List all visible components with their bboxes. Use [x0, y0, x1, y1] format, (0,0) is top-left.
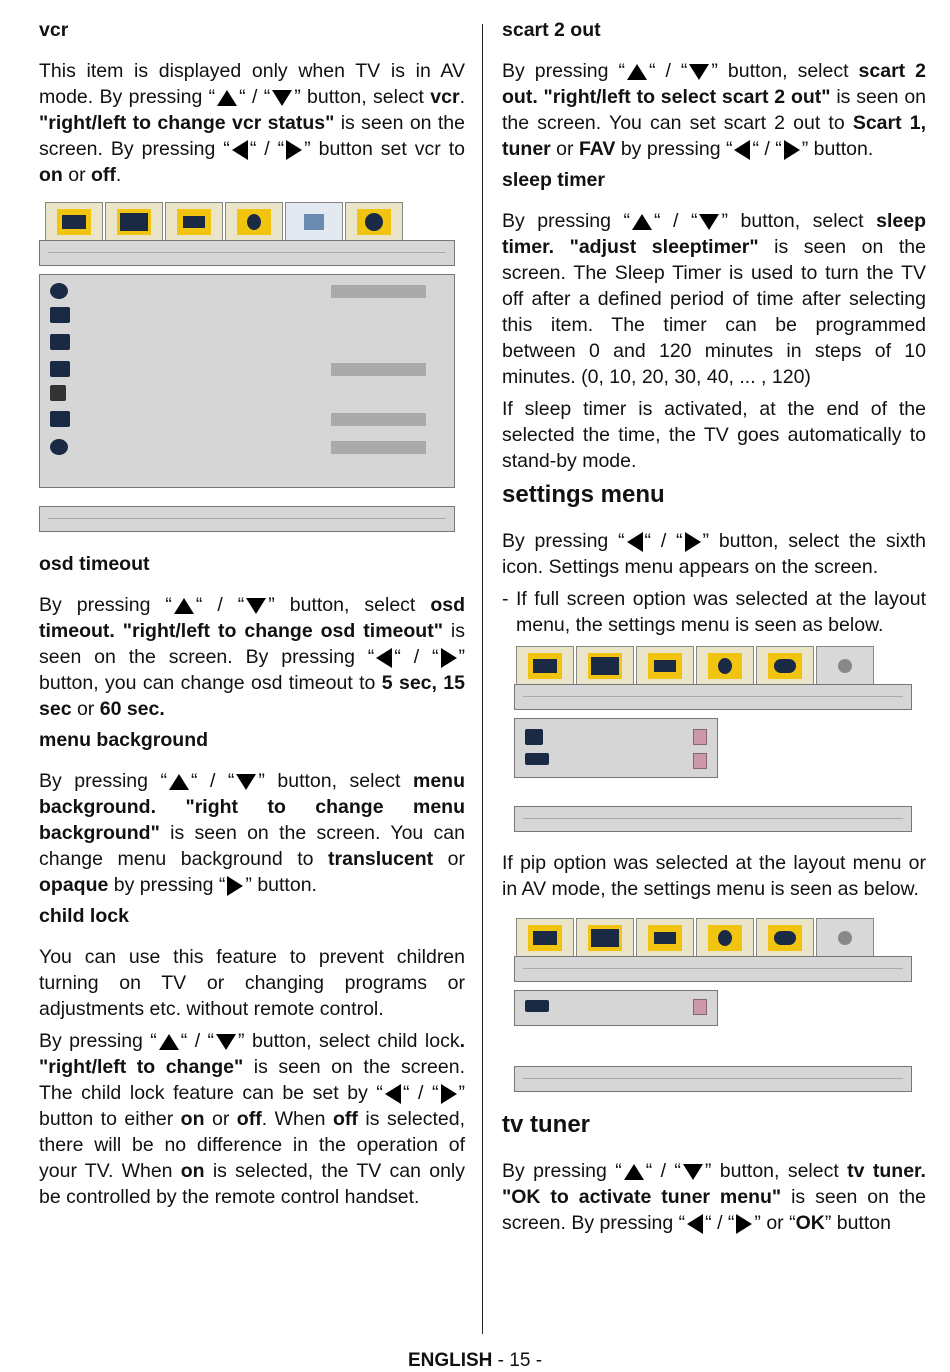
menu-info-bar — [514, 806, 912, 832]
menu-tab-settings — [345, 202, 403, 240]
left-arrow-icon — [687, 1214, 703, 1234]
left-arrow-icon — [232, 140, 248, 160]
menu-tab-screen — [105, 202, 163, 240]
menu-row-icon — [50, 283, 68, 299]
menu-row-icon — [50, 411, 70, 427]
up-arrow-icon — [159, 1034, 179, 1050]
down-arrow-icon — [236, 774, 256, 790]
menu-row-icon — [525, 753, 549, 765]
left-arrow-icon — [734, 140, 750, 160]
scart-2-out-heading: scart 2 out — [502, 19, 601, 41]
right-arrow-icon — [286, 140, 302, 160]
menu-tabs — [45, 202, 455, 240]
submenu-arrow-icon — [693, 999, 707, 1015]
down-arrow-icon — [689, 64, 709, 80]
right-arrow-icon — [441, 648, 457, 668]
menu-info-bar — [39, 506, 455, 532]
scart-2-out-paragraph: By pressing “ “ / “ ” button, select scart 2 out. "right/left to select scart 2 out" is seen on the screen. You can set scart 2 out to Scart 1, tuner or FAV by pressing “ “ / “ ” button. — [502, 60, 927, 160]
tv-tuner-paragraph: By pressing “ “ / “ ” button, select tv tuner. "OK to activate tuner menu" is seen on the screen. By pressing “ “ / “ ” or “OK” button — [502, 1160, 926, 1234]
right-arrow-icon — [441, 1084, 457, 1104]
menu-tab-picture — [516, 646, 574, 684]
menu-title-bar — [514, 684, 912, 710]
footer-language: ENGLISH — [407, 1350, 493, 1371]
up-arrow-icon — [624, 1164, 644, 1180]
menu-tab-screen — [576, 918, 634, 956]
page-footer — [0, 1350, 950, 1372]
settings-full-screen-note: - If full screen option was selected at the layout menu, the settings menu is seen as below. — [502, 588, 926, 636]
menu-background-heading: menu background — [39, 729, 209, 751]
osd-timeout-paragraph: By pressing “ “ / “ ” button, select osd timeout. "right/left to change osd timeout" is seen on the screen. By pressing “ “ / “ ” button, you can change osd timeout to 5 sec, 15 sec or 60 sec. — [39, 594, 466, 720]
menu-tab-settings — [816, 918, 874, 956]
menu-tab-sound — [696, 918, 754, 956]
sleep-timer-heading: sleep timer — [502, 169, 605, 191]
right-arrow-icon — [227, 876, 243, 896]
menu-tab-sound — [696, 646, 754, 684]
vcr-heading: vcr — [39, 19, 69, 41]
down-arrow-icon — [683, 1164, 703, 1180]
right-column — [502, 18, 926, 1242]
menu-panel — [514, 990, 718, 1026]
menu-tabs — [516, 918, 912, 956]
left-column — [39, 18, 465, 1216]
settings-pip-note: If pip option was selected at the layout menu or in AV mode, the settings menu is seen as below. — [502, 852, 926, 900]
menu-tab-features — [756, 918, 814, 956]
left-arrow-icon — [385, 1084, 401, 1104]
menu-value-box — [331, 285, 426, 298]
menu-tab-picture — [516, 918, 574, 956]
menu-tab-screen — [576, 646, 634, 684]
tv-tuner-heading: tv tuner — [502, 1111, 591, 1138]
column-divider — [482, 24, 483, 1334]
up-arrow-icon — [169, 774, 189, 790]
menu-tab-layout — [636, 918, 694, 956]
menu-panel — [514, 718, 718, 778]
up-arrow-icon — [217, 90, 237, 106]
up-arrow-icon — [632, 214, 652, 230]
menu-row-icon — [50, 361, 70, 377]
menu-title-bar — [39, 240, 455, 266]
menu-row-icon — [50, 307, 70, 323]
down-arrow-icon — [699, 214, 719, 230]
left-arrow-icon — [627, 532, 643, 552]
settings-menu-figure-pip — [514, 918, 912, 1092]
up-arrow-icon — [627, 64, 647, 80]
menu-row-icon — [525, 729, 543, 745]
settings-menu-figure-full — [514, 646, 912, 832]
menu-tab-layout — [165, 202, 223, 240]
sleep-timer-paragraph-1: By pressing “ “ / “ ” button, select sleep timer. "adjust sleeptimer" is seen on the screen. The Sleep Timer is used to turn the TV off after a defined period of time after selecting this item. The timer can be programmed between 0 and 120 minutes in steps of 10 minutes. (0, 10, 20, 30, 40, ... , 120) — [502, 210, 927, 388]
settings-menu-paragraph: By pressing “ “ / “ ” button, select the sixth icon. Settings menu appears on the screen. — [502, 530, 926, 578]
child-lock-paragraph-1: You can use this feature to prevent children turning on TV or changing programs or adjustments etc. without remote control. — [39, 946, 465, 1020]
up-arrow-icon — [174, 598, 194, 614]
osd-timeout-heading: osd timeout — [39, 553, 150, 575]
menu-tab-features — [756, 646, 814, 684]
page-number: - 15 - — [492, 1350, 543, 1371]
sleep-timer-paragraph-2: If sleep timer is activated, at the end of the selected the time, the TV goes automatically to stand-by mode. — [502, 398, 926, 472]
menu-value-box — [331, 413, 426, 426]
settings-menu-heading: settings menu — [502, 481, 665, 508]
vcr-paragraph: This item is displayed only when TV is in AV mode. By pressing “ “ / “ ” button, select vcr. "right/left to change vcr status" is seen on the screen. By pressing “ “ / “ ” button set vcr to on or off. — [39, 60, 465, 186]
down-arrow-icon — [246, 598, 266, 614]
right-arrow-icon — [685, 532, 701, 552]
down-arrow-icon — [272, 90, 292, 106]
right-arrow-icon — [736, 1214, 752, 1234]
menu-row-icon — [525, 1000, 549, 1012]
menu-tab-settings — [816, 646, 874, 684]
menu-background-paragraph: By pressing “ “ / “ ” button, select menu background. "right to change menu background" is seen on the screen. You can change menu background to translucent or opaque by pressing “ ” button. — [39, 770, 465, 896]
menu-tab-sound — [225, 202, 283, 240]
menu-panel — [39, 274, 455, 488]
menu-info-bar — [514, 1066, 912, 1092]
menu-title-bar — [514, 956, 912, 982]
down-arrow-icon — [216, 1034, 236, 1050]
submenu-arrow-icon — [693, 753, 707, 769]
menu-tab-layout — [636, 646, 694, 684]
child-lock-paragraph-2: By pressing “ “ / “ ” button, select child lock. "right/left to change" is seen on the screen. The child lock feature can be set by “ “ / “ ” button to either on or off. When off is selected, there will be no difference in the operation of your TV. When on is selected, the TV can only be controlled by the remote control handset. — [39, 1030, 465, 1208]
left-arrow-icon — [376, 648, 392, 668]
osd-menu-figure — [39, 202, 455, 532]
lock-icon — [50, 385, 66, 401]
menu-value-box — [331, 363, 426, 376]
submenu-arrow-icon — [693, 729, 707, 745]
menu-row-icon — [50, 439, 68, 455]
menu-tabs — [516, 646, 912, 684]
menu-row-icon — [50, 334, 70, 350]
child-lock-heading: child lock — [39, 905, 129, 927]
right-arrow-icon — [784, 140, 800, 160]
menu-value-box — [331, 441, 426, 454]
menu-tab-features — [285, 202, 343, 240]
menu-tab-picture — [45, 202, 103, 240]
